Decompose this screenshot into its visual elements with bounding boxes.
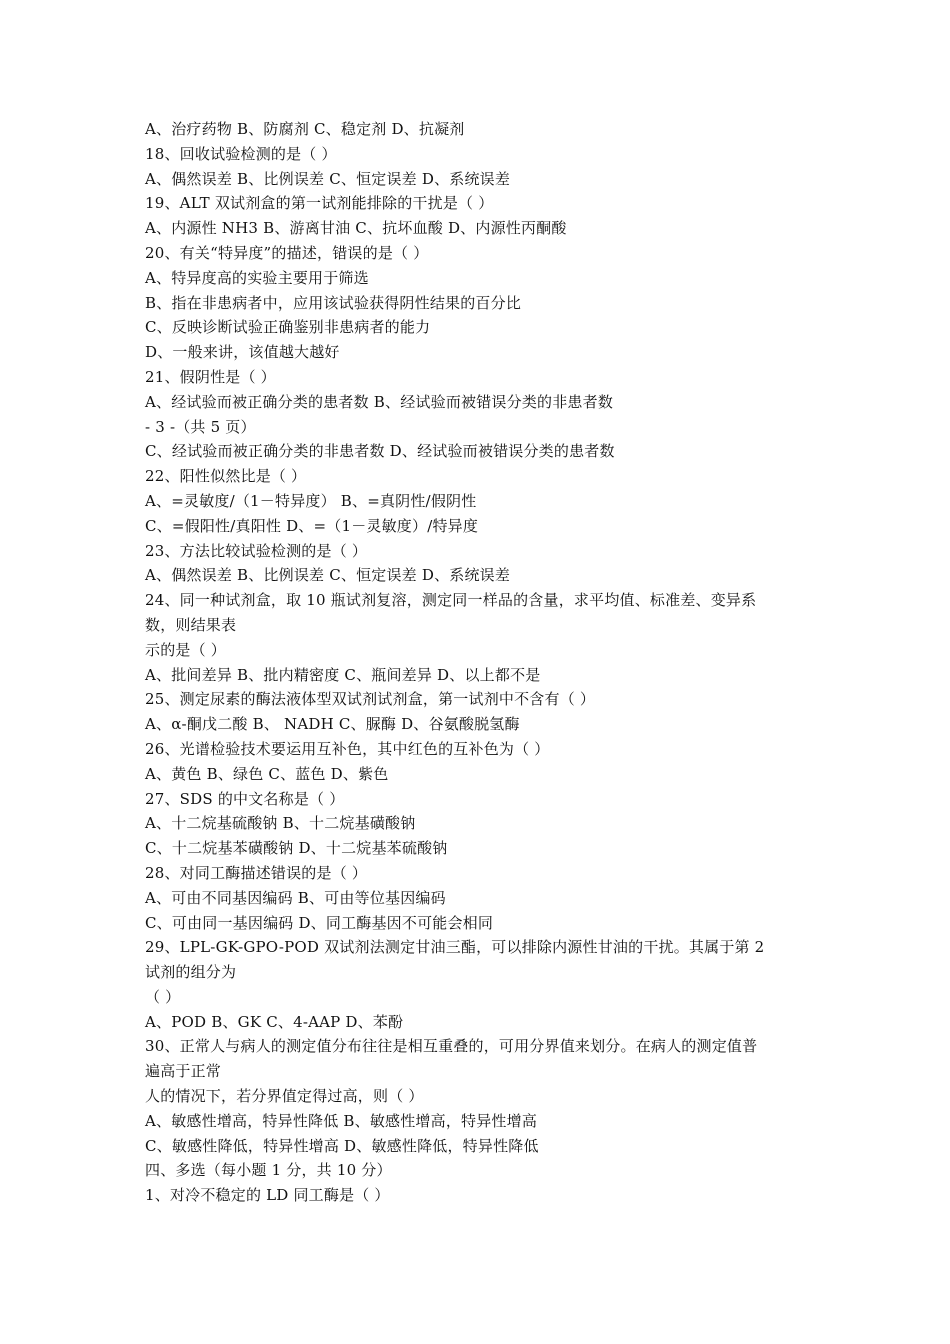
question-23: 23、方法比较试验检测的是（ ） bbox=[145, 541, 368, 560]
question-21: 21、假阴性是（ ） bbox=[145, 367, 276, 386]
text-line: C、=假阳性/真阳性 D、=（1－灵敏度）/特异度 bbox=[145, 516, 479, 535]
document-body bbox=[145, 117, 810, 1208]
text-line: 数，则结果表 bbox=[145, 615, 237, 634]
question-multi-1: 1、对冷不稳定的 LD 同工酶是（ ） bbox=[145, 1186, 390, 1205]
text-line: A、经试验而被正确分类的患者数 B、经试验而被错误分类的非患者数 bbox=[145, 392, 614, 411]
section-heading: 四、多选（每小题 1 分，共 10 分） bbox=[145, 1161, 392, 1180]
question-19: 19、ALT 双试剂盒的第一试剂能排除的干扰是（ ） bbox=[145, 194, 494, 213]
text-line: A、偶然误差 B、比例误差 C、恒定误差 D、系统误差 bbox=[145, 566, 511, 585]
question-26: 26、光谱检验技术要运用互补色，其中红色的互补色为（ ） bbox=[145, 739, 550, 758]
text-line: 人的情况下，若分界值定得过高，则（ ） bbox=[145, 1087, 424, 1106]
text-line: A、=灵敏度/（1－特异度） B、=真阴性/假阴性 bbox=[145, 491, 477, 510]
text-line: A、α-酮戊二酸 B、 NADH C、脲酶 D、谷氨酸脱氢酶 bbox=[145, 715, 520, 734]
question-29: 29、LPL-GK-GPO-POD 双试剂法测定甘油三酯，可以排除内源性甘油的干扰。其属于第 2 bbox=[145, 938, 765, 957]
text-line: （ ） bbox=[145, 987, 181, 1006]
text-line: 试剂的组分为 bbox=[145, 963, 237, 982]
text-line: C、反映诊断试验正确鉴别非患病者的能力 bbox=[145, 318, 431, 337]
text-line: A、内源性 NH3 B、游离甘油 C、抗坏血酸 D、内源性丙酮酸 bbox=[145, 219, 567, 238]
text-line: B、指在非患病者中，应用该试验获得阴性结果的百分比 bbox=[145, 293, 522, 312]
text-line: C、十二烷基苯磺酸钠 D、十二烷基苯硫酸钠 bbox=[145, 839, 448, 858]
question-27: 27、SDS 的中文名称是（ ） bbox=[145, 789, 345, 808]
text-line: C、可由同一基因编码 D、同工酶基因不可能会相同 bbox=[145, 913, 494, 932]
text-line: 示的是（ ） bbox=[145, 640, 226, 659]
text-line: A、十二烷基硫酸钠 B、十二烷基磺酸钠 bbox=[145, 814, 416, 833]
text-line: A、可由不同基因编码 B、可由等位基因编码 bbox=[145, 888, 446, 907]
question-18: 18、回收试验检测的是（ ） bbox=[145, 144, 337, 163]
text-line: C、经试验而被正确分类的非患者数 D、经试验而被错误分类的患者数 bbox=[145, 442, 615, 461]
page-number: - 3 -（共 5 页） bbox=[145, 417, 256, 436]
text-line: D、一般来讲，该值越大越好 bbox=[145, 343, 340, 362]
text-line: A、黄色 B、绿色 C、蓝色 D、紫色 bbox=[145, 764, 389, 783]
text-line: A、治疗药物 B、防腐剂 C、稳定剂 D、抗凝剂 bbox=[145, 120, 465, 138]
text-line: A、批间差异 B、批内精密度 C、瓶间差异 D、以上都不是 bbox=[145, 665, 541, 684]
text-line: C、敏感性降低，特异性增高 D、敏感性降低，特异性降低 bbox=[145, 1136, 539, 1155]
question-24: 24、同一种试剂盒，取 10 瓶试剂复溶，测定同一样品的含量，求平均值、标准差、变异系 bbox=[145, 591, 757, 610]
question-30: 30、正常人与病人的测定值分布往往是相互重叠的，可用分界值来划分。在病人的测定值普 bbox=[145, 1037, 758, 1056]
text-line: A、偶然误差 B、比例误差 C、恒定误差 D、系统误差 bbox=[145, 169, 511, 188]
question-22: 22、阳性似然比是（ ） bbox=[145, 467, 307, 486]
text-line: 遍高于正常 bbox=[145, 1062, 222, 1081]
text-line: A、敏感性增高，特异性降低 B、敏感性增高，特异性增高 bbox=[145, 1111, 538, 1130]
question-28: 28、对同工酶描述错误的是（ ） bbox=[145, 863, 368, 882]
question-20: 20、有关“特异度”的描述，错误的是（ ） bbox=[145, 243, 429, 262]
question-25: 25、测定尿素的酶法液体型双试剂试剂盒，第一试剂中不含有（ ） bbox=[145, 690, 596, 709]
text-line: A、POD B、GK C、4-AAP D、苯酚 bbox=[145, 1012, 404, 1031]
text-line: A、特异度高的实验主要用于筛选 bbox=[145, 268, 369, 287]
